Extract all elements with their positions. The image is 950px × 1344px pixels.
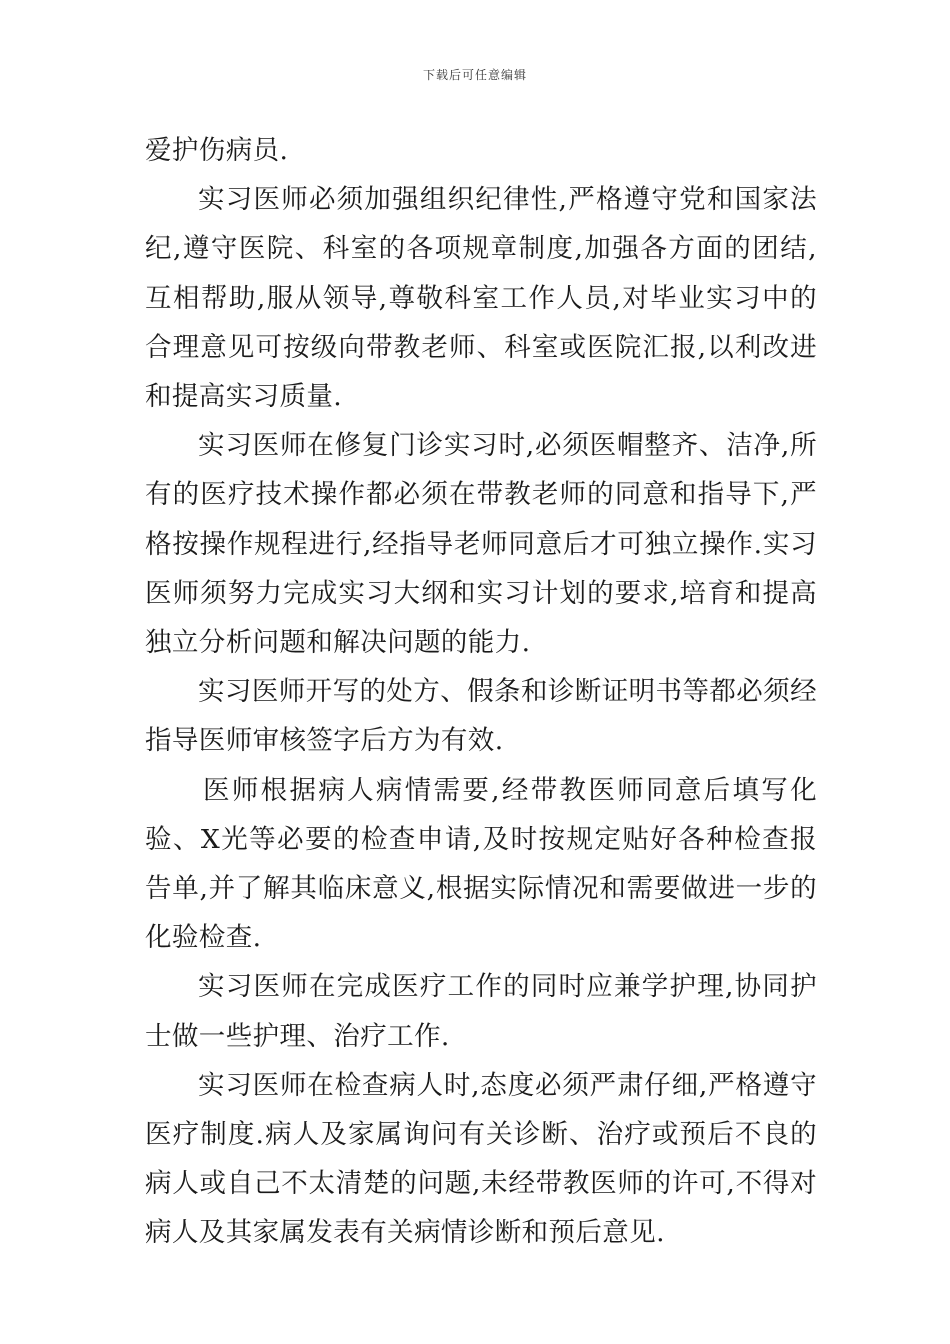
paragraph-examinations: 医师根据病人病情需要,经带教医师同意后填写化验、X光等必要的检查申请,及时按规定贴好各种检查报告单,并了解其临床意义,根据实际情况和需要做进一步的化验检查. bbox=[145, 774, 817, 954]
document-body bbox=[145, 126, 817, 1258]
paragraph-patient-inquiry: 实习医师在检查病人时,态度必须严肃仔细,严格遵守医疗制度.病人及家属询问有关诊断、治疗或预后不良的病人或自己不太清楚的问题,未经带教医师的许可,不得对病人及其家属发表有关病情诊断和预后意见. bbox=[145, 1069, 817, 1249]
paragraph-prescriptions: 实习医师开写的处方、假条和诊断证明书等都必须经指导医师审核签字后方为有效. bbox=[145, 676, 817, 757]
paragraph-continuation: 爱护伤病员. bbox=[145, 135, 289, 166]
paragraph-discipline: 实习医师必须加强组织纪律性,严格遵守党和国家法纪,遵守医院、科室的各项规章制度,加强各方面的团结,互相帮助,服从领导,尊敬科室工作人员,对毕业实习中的合理意见可按级向带教老师、科室或医院汇报,以利改进和提高实习质量. bbox=[145, 184, 817, 413]
paragraph-nursing: 实习医师在完成医疗工作的同时应兼学护理,协同护士做一些护理、治疗工作. bbox=[145, 971, 817, 1052]
paragraph-clinic-practice: 实习医师在修复门诊实习时,必须医帽整齐、洁净,所有的医疗技术操作都必须在带教老师的同意和指导下,严格按操作规程进行,经指导老师同意后才可独立操作.实习医师须努力完成实习大纲和实习计划的要求,培育和提高独立分析问题和解决问题的能力. bbox=[145, 430, 817, 659]
page-header: 下载后可任意编辑 bbox=[422, 68, 527, 82]
